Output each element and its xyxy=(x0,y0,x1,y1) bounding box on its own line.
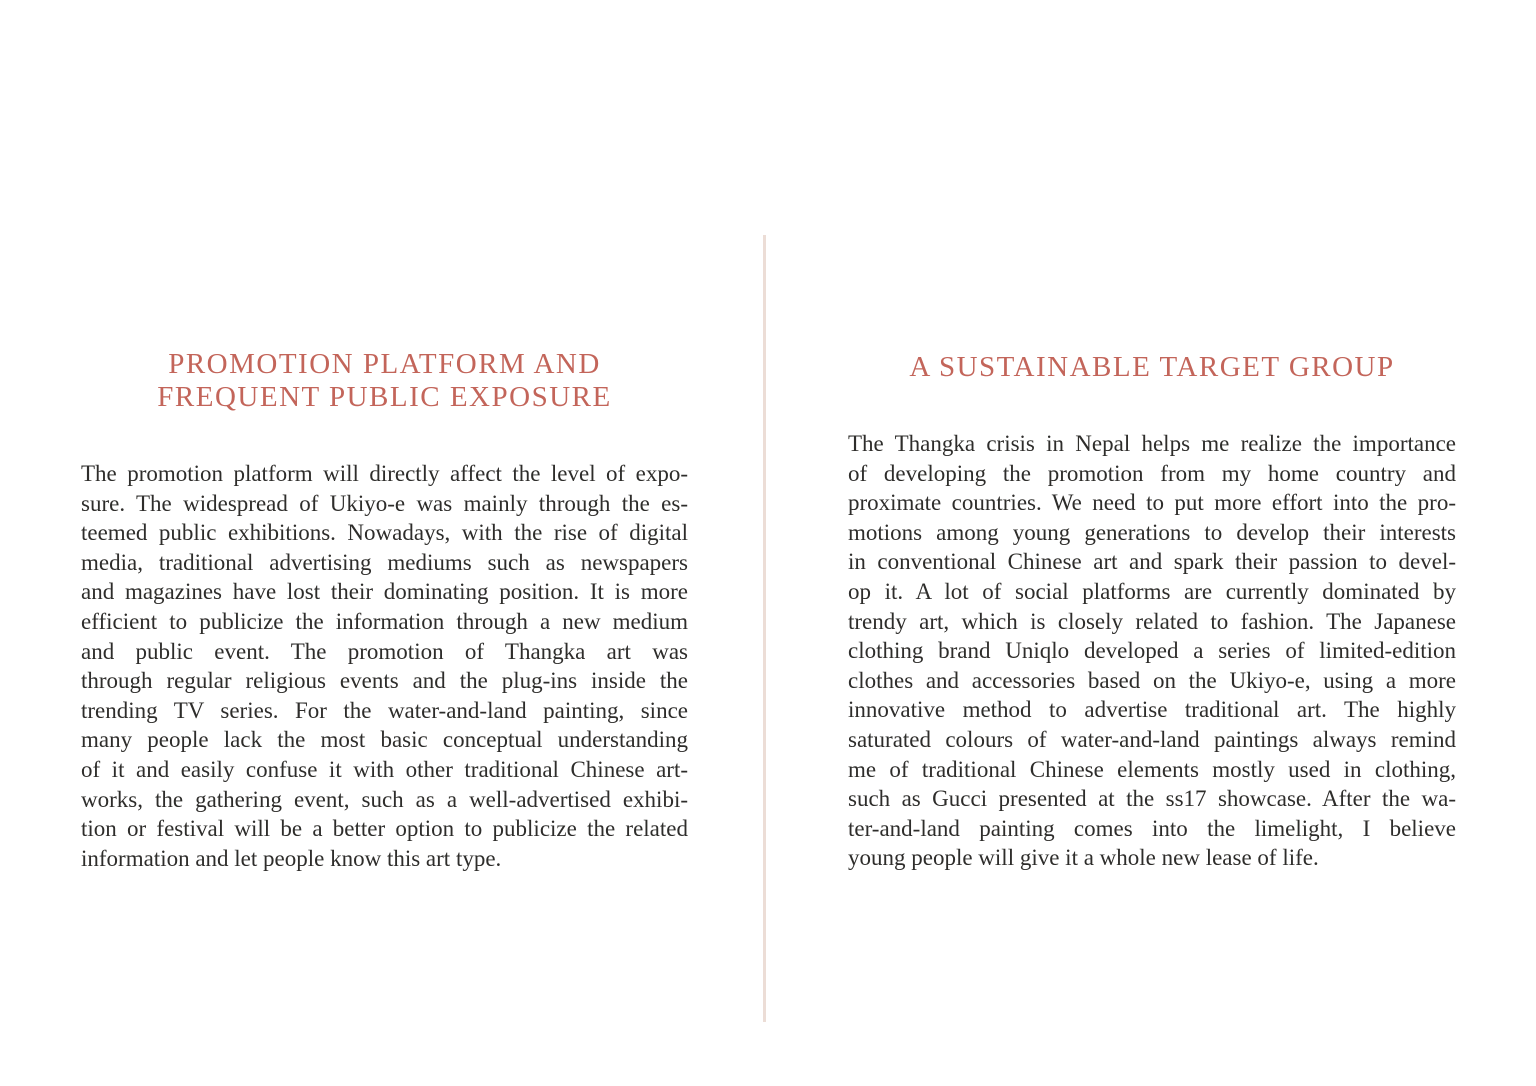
left-body-line: works, the gathering event, such as a well-advertised exhibi- xyxy=(81,786,688,812)
left-heading xyxy=(81,348,688,414)
right-column xyxy=(848,351,1456,873)
left-body-line: The promotion platform will directly affect the level of expo- xyxy=(81,461,688,486)
left-body-paragraph xyxy=(81,459,688,873)
right-body-paragraph xyxy=(848,429,1456,873)
right-body-line: innovative method to advertise traditional art. The highly xyxy=(848,697,1456,723)
left-heading-line: FREQUENT PUBLIC EXPOSURE xyxy=(157,381,612,413)
right-body-line: The Thangka crisis in Nepal helps me realize the importance xyxy=(848,431,1456,456)
right-body-line: op it. A lot of social platforms are currently dominated by xyxy=(848,578,1456,604)
left-body-line: many people lack the most basic conceptual understanding xyxy=(81,727,688,753)
left-body-line: efficient to publicize the information through a new medium xyxy=(81,608,688,634)
right-body-line: young people will give it a whole new lease of life. xyxy=(848,845,1319,871)
left-body-line: information and let people know this art type. xyxy=(81,845,502,871)
left-body-line: of it and easily confuse it with other traditional Chinese art- xyxy=(81,756,688,782)
left-body-line: sure. The widespread of Ukiyo-e was mainly through the es- xyxy=(81,490,688,516)
column-divider xyxy=(763,235,766,1022)
left-body-line: tion or festival will be a better option to publicize the related xyxy=(81,816,688,842)
right-body-line: such as Gucci presented at the ss17 showcase. After the wa- xyxy=(848,786,1456,812)
left-body-line: media, traditional advertising mediums such as newspapers xyxy=(81,549,688,575)
left-heading-line: PROMOTION PLATFORM AND xyxy=(168,348,601,380)
right-body-line: clothing brand Uniqlo developed a series of limited-edition xyxy=(848,638,1456,664)
right-body-line: in conventional Chinese art and spark their passion to devel- xyxy=(848,549,1456,575)
left-body-line: and magazines have lost their dominating position. It is more xyxy=(81,579,688,605)
right-body-line: trendy art, which is closely related to fashion. The Japanese xyxy=(848,608,1456,634)
left-body-line: trending TV series. For the water-and-land painting, since xyxy=(81,697,688,723)
right-body-line: saturated colours of water-and-land paintings always remind xyxy=(848,726,1456,752)
right-body-line: ter-and-land painting comes into the limelight, I believe xyxy=(848,815,1456,841)
left-body-line: and public event. The promotion of Thangka art was xyxy=(81,638,688,664)
right-heading-line: A SUSTAINABLE TARGET GROUP xyxy=(909,351,1395,383)
right-body-line: proximate countries. We need to put more effort into the pro- xyxy=(848,490,1456,516)
left-column xyxy=(81,348,688,873)
left-body-line: teemed public exhibitions. Nowadays, with the rise of digital xyxy=(81,520,688,546)
right-body-line: of developing the promotion from my home country and xyxy=(848,460,1456,486)
right-heading xyxy=(848,351,1456,384)
left-body-line: through regular religious events and the plug-ins inside the xyxy=(81,668,688,694)
right-body-line: me of traditional Chinese elements mostly used in clothing, xyxy=(848,756,1456,782)
right-body-line: motions among young generations to develop their interests xyxy=(848,519,1456,545)
right-body-line: clothes and accessories based on the Ukiyo-e, using a more xyxy=(848,667,1456,693)
